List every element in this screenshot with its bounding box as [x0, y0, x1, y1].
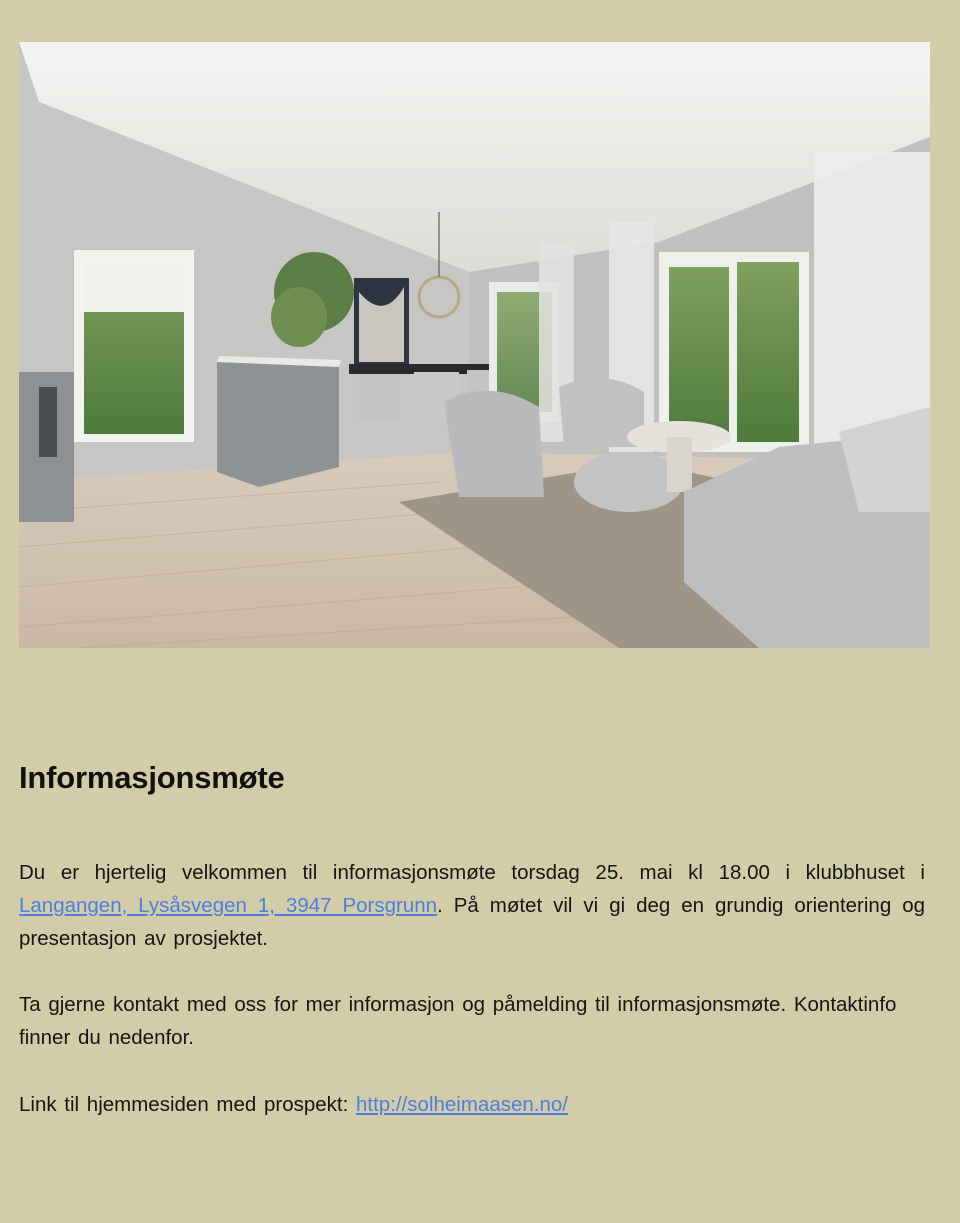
hero-image — [19, 42, 930, 648]
contact-paragraph: Ta gjerne kontakt med oss for mer informasjon og påmelding til informasjonsmøte. Kontaktinfo finner du nedenfor. — [19, 993, 897, 1049]
intro-text-start: Du er hjertelig velkommen til informasjonsmøte torsdag 25. mai kl 18.00 i klubbhuset i — [19, 861, 925, 884]
intro-text-end: . På møtet vil vi gi deg en grundig orientering og presentasjon av prosjektet. — [19, 894, 925, 950]
prospect-paragraph — [19, 1088, 925, 1121]
website-link[interactable]: http://solheimaasen.no/ — [356, 1093, 568, 1116]
interior-illustration — [19, 42, 930, 648]
article-title: Informasjonsmøte — [19, 760, 285, 795]
prospect-label: Link til hjemmesiden med prospekt: — [19, 1093, 357, 1116]
article-content — [19, 758, 925, 1116]
intro-paragraph — [19, 856, 925, 955]
address-link[interactable]: Langangen, Lysåsvegen 1, 3947 Porsgrunn — [19, 894, 438, 917]
